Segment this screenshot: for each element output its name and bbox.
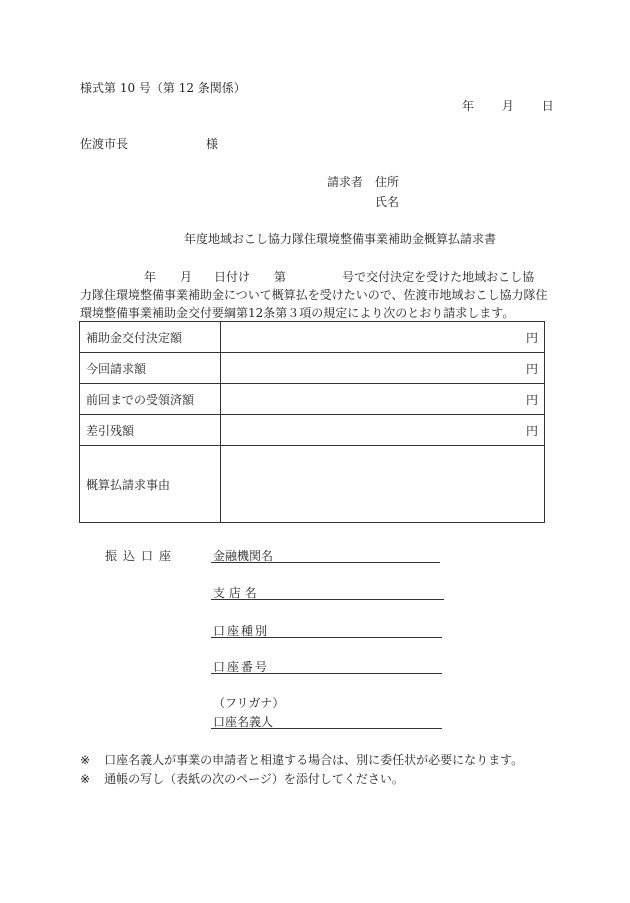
body-year: 年 bbox=[144, 270, 157, 284]
amount-field[interactable] bbox=[221, 415, 545, 446]
date-line bbox=[462, 100, 554, 112]
branch-field[interactable] bbox=[211, 599, 444, 600]
body-month: 月 bbox=[180, 270, 193, 284]
addressee-name: 佐渡市長 bbox=[80, 137, 129, 151]
institution-label: 金融機関名 bbox=[213, 549, 274, 563]
body-line-3: 環境整備事業補助金交付要綱第12条第３項の規定により次のとおり請求します。 bbox=[80, 306, 515, 320]
note-item bbox=[80, 773, 404, 785]
yen-unit: 円 bbox=[525, 361, 538, 376]
note-text: 通帳の写し（表紙の次のページ）を添付してください。 bbox=[104, 772, 404, 786]
requester-address-label: 住所 bbox=[375, 175, 400, 189]
yen-unit: 円 bbox=[525, 392, 538, 407]
date-year: 年 bbox=[462, 99, 475, 113]
addressee bbox=[80, 138, 218, 150]
body-day: 日付け bbox=[214, 270, 251, 284]
body-number-prefix: 第 bbox=[274, 270, 287, 284]
row-label: 差引残額 bbox=[80, 415, 221, 446]
body-line-2: 力隊住環境整備事業補助金について概算払を受けたいので、佐渡市地域おこし協力隊住 bbox=[80, 288, 548, 302]
amounts-table bbox=[79, 321, 545, 523]
request-body-text bbox=[80, 268, 548, 322]
table-row bbox=[80, 384, 545, 415]
form-number: 様式第 10 号（第 12 条関係） bbox=[80, 81, 246, 95]
account-holder-field[interactable] bbox=[211, 728, 442, 729]
row-label: 今回請求額 bbox=[80, 353, 221, 384]
reason-field[interactable] bbox=[221, 446, 545, 523]
table-row bbox=[80, 353, 545, 384]
body-number-suffix: 号で交付決定を受けた地域おこし協 bbox=[342, 270, 535, 284]
account-number-field[interactable] bbox=[211, 673, 442, 674]
note-item bbox=[80, 754, 523, 766]
row-label: 補助金交付決定額 bbox=[80, 322, 221, 353]
body-line-1 bbox=[80, 268, 548, 286]
table-row bbox=[80, 322, 545, 353]
row-label: 前回までの受領済額 bbox=[80, 384, 221, 415]
furigana-label: （フリガナ） bbox=[213, 696, 285, 710]
institution-field[interactable] bbox=[211, 562, 440, 563]
account-type-label: 口座種別 bbox=[213, 624, 270, 638]
amount-field[interactable] bbox=[221, 384, 545, 415]
note-mark: ※ bbox=[80, 772, 91, 786]
table-row-reason bbox=[80, 446, 545, 523]
amount-field[interactable] bbox=[221, 322, 545, 353]
document-title: 年度地域おこし協力隊住環境整備事業補助金概算払請求書 bbox=[184, 232, 497, 246]
bank-transfer-heading: 振込口座 bbox=[105, 549, 178, 563]
branch-label: 支 店 名 bbox=[213, 586, 257, 600]
yen-unit: 円 bbox=[525, 330, 538, 345]
account-number-label: 口座番号 bbox=[213, 660, 270, 674]
requester-label: 請求者 bbox=[327, 175, 364, 189]
account-holder-label: 口座名義人 bbox=[213, 715, 274, 729]
amount-field[interactable] bbox=[221, 353, 545, 384]
date-month: 月 bbox=[501, 99, 514, 113]
note-mark: ※ bbox=[80, 753, 91, 767]
requester-name-label: 氏名 bbox=[375, 195, 400, 209]
date-day: 日 bbox=[541, 99, 554, 113]
account-type-field[interactable] bbox=[211, 637, 442, 638]
yen-unit: 円 bbox=[525, 423, 538, 438]
addressee-honorific: 様 bbox=[206, 137, 219, 151]
note-text: 口座名義人が事業の申請者と相違する場合は、別に委任状が必要になります。 bbox=[104, 753, 524, 767]
table-row bbox=[80, 415, 545, 446]
reason-label: 概算払請求事由 bbox=[80, 446, 221, 523]
